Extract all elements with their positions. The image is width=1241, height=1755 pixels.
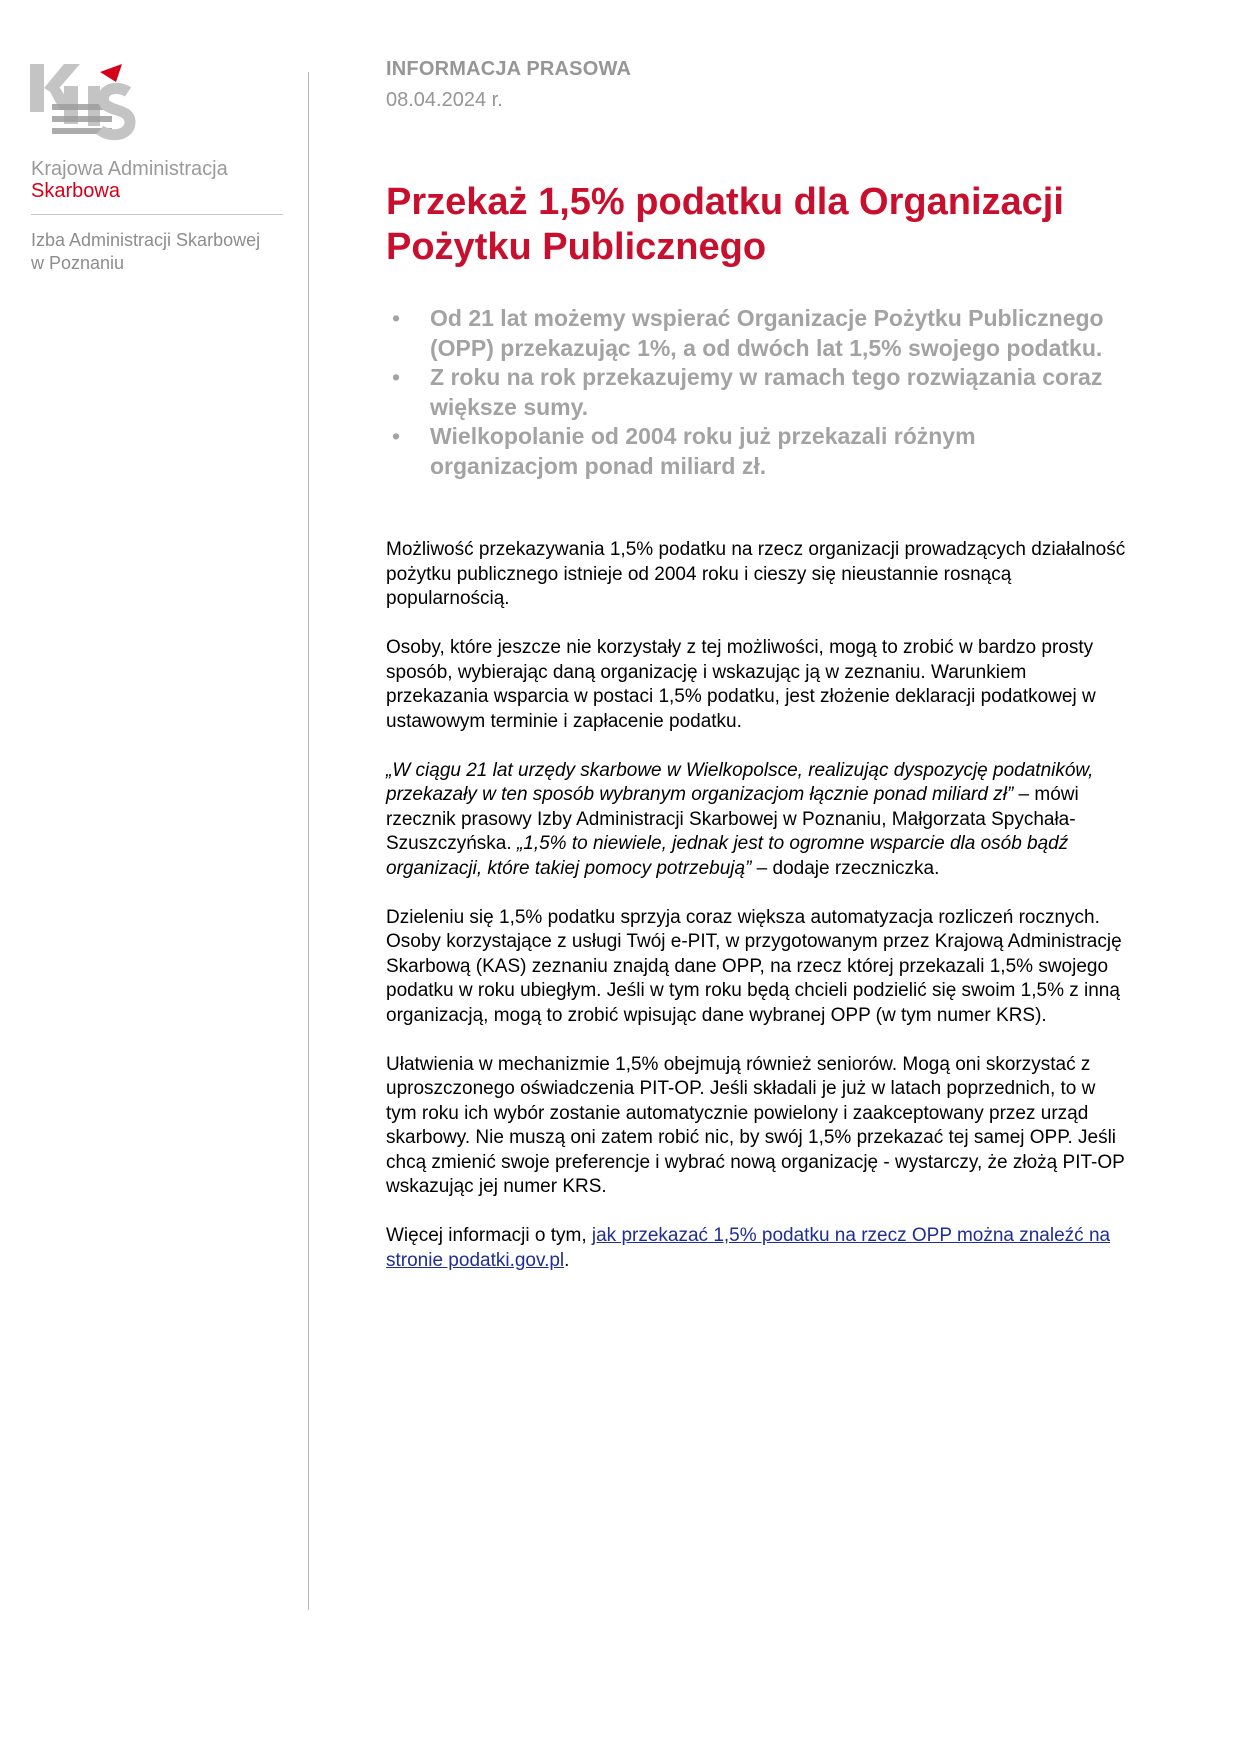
chamber-name	[31, 229, 260, 275]
quote-1: „W ciągu 21 lat urzędy skarbowe w Wielkopolsce, realizując dyspozycję podatników, przekazały w ten sposób wybranym organizacjom łącznie ponad miliard zł”	[386, 759, 1094, 805]
quote-2: „1,5% to niewiele, jednak jest to ogromne wsparcie dla osób bądź organizacji, które takiej pomocy potrzebują”	[386, 833, 1069, 879]
summary-bullets	[386, 304, 1126, 481]
document-date: 08.04.2024 r.	[386, 89, 503, 111]
paragraph-5: Ułatwienia w mechanizmie 1,5% obejmują również seniorów. Mogą oni skorzystać z uproszczonego oświadczenia PIT-OP. Jeśli składali je już w latach poprzednich, to w tym roku ich wybór zostanie automatycznie powielony i zaakceptowany przez urząd skarbowy. Nie muszą oni zatem robić nic, by swój 1,5% przekazać tej samej OPP. Jeśli chcą zmienić swoje preferencje i wybrać nową organizację - wystarczy, że złożą PIT-OP wskazując jej numer KRS.	[386, 1053, 1125, 1197]
paragraph-2: Osoby, które jeszcze nie korzystały z tej możliwości, mogą to zrobić w bardzo prosty sposób, wybierając daną organizację i wskazując ją w zeznaniu. Warunkiem przekazania wsparcia w postaci 1,5% podatku, jest złożenie deklaracji podatkowej w ustawowym terminie i zapłacenie podatku.	[386, 637, 1096, 732]
org-name-line1: Krajowa Administracja	[31, 158, 228, 180]
paragraph-1: Możliwość przekazywania 1,5% podatku na rzecz organizacji prowadzących działalność pożytku publicznego istnieje od 2004 roku i cieszy się nieustannie rosnącą popularnością.	[386, 539, 1126, 609]
bullet-item: • Wielkopolanie od 2004 roku już przekazali różnym organizacjom ponad miliard zł.	[386, 422, 1126, 481]
title-line-2: Pożytku Publicznego	[386, 226, 767, 268]
document-kind: INFORMACJA PRASOWA	[386, 58, 632, 80]
paragraph-6	[386, 1224, 1126, 1273]
org-name-line2: Skarbowa	[31, 180, 120, 202]
bullet-item: • Z roku na rok przekazujemy w ramach tego rozwiązania coraz większe sumy.	[386, 363, 1126, 422]
page-title	[386, 180, 1146, 270]
paragraph-3-quote	[386, 759, 1126, 882]
chamber-name-line1: Izba Administracji Skarbowej	[31, 230, 261, 250]
more-info-prefix: Więcej informacji o tym,	[386, 1225, 592, 1246]
title-line-1: Przekaż 1,5% podatku dla Organizacji	[386, 181, 1064, 223]
chamber-name-line2: w Poznaniu	[31, 253, 125, 273]
more-info-suffix: .	[564, 1249, 570, 1271]
kas-logo	[30, 64, 142, 148]
podatki-link[interactable]: jak przekazać 1,5% podatku na rzecz OPP można znaleźć na stronie podatki.gov.pl	[386, 1225, 1111, 1271]
quote-ending: – dodaje rzeczniczka.	[751, 857, 940, 879]
quote-attribution: – mówi rzecznik prasowy Izby Administracji Skarbowej w Poznaniu, Małgorzata Spychała-Szuszczyńska.	[386, 784, 1079, 854]
org-name	[31, 158, 228, 202]
article-body	[386, 538, 1126, 1298]
sidebar-divider	[31, 214, 283, 215]
bullet-item: • Od 21 lat możemy wspierać Organizacje Pożytku Publicznego (OPP) przekazując 1%, a od dwóch lat 1,5% swojego podatku.	[386, 304, 1126, 363]
paragraph-4: Dzieleniu się 1,5% podatku sprzyja coraz większa automatyzacja rozliczeń rocznych. Osoby korzystające z usługi Twój e-PIT, w przygotowanym przez Krajową Administrację Skarbową (KAS) zeznaniu znajdą dane OPP, na rzecz której przekazali 1,5% swojego podatku w roku ubiegłym. Jeśli w tym roku będą chcieli podzielić się swoim 1,5% z inną organizacją, mogą to zrobić wpisując dane wybranej OPP (w tym numer KRS).	[386, 906, 1122, 1026]
vertical-divider	[308, 72, 309, 1610]
